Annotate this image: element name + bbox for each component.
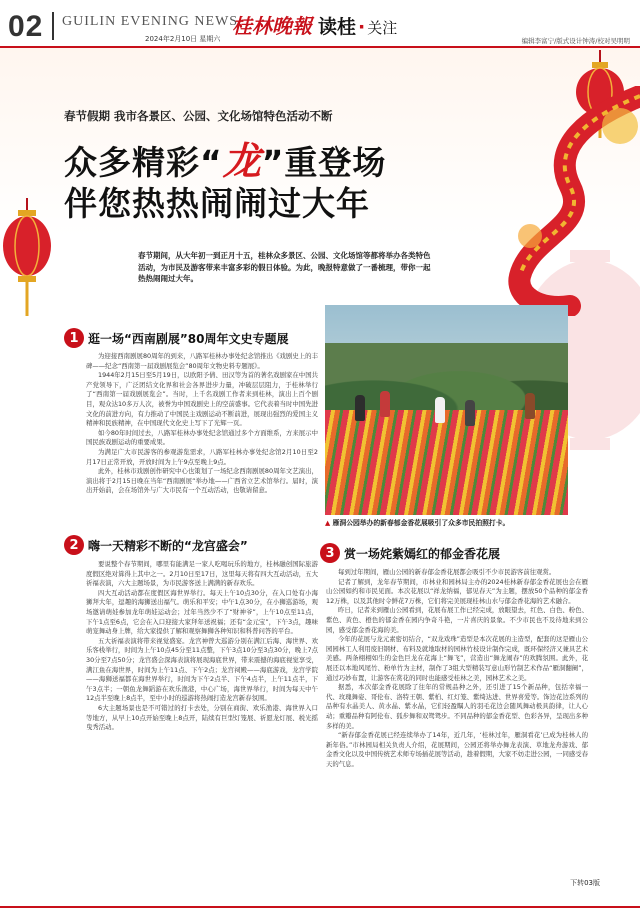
paragraph: 为满足广大市民游客的参观游览需求，八路军桂林办事处纪念馆2月10日至2月17日正常开放，开放时间为上午9点至晚上9点。: [86, 447, 318, 466]
paragraph: 今年的花展与龙元素密切结合，“双龙戏珠”造型是本次花展的主造型，配套的这是雁山公园园林工人利用废旧钢材、布料及就地取材的园林竹枝设计制作完成，既环保经济又兼具艺术美感。两条栩栩如生的金色巨龙在花海上“舞飞”，营造出“舞龙闹春”的欢腾氛围。此外，花展还以本地风尾竹、粉单竹为主材，制作了3组大型精装写意山形竹制艺术作品“雁洞翻阑”，通过巧妙布置，让游客在赏花的同时也能感受桂林之美，园林艺术之美。: [326, 635, 588, 682]
section-2-header: [64, 535, 248, 555]
paper-logo: 桂林晚報: [232, 14, 312, 38]
lead-paragraph: 春节期间，从大年初一到正月十五，桂林众多景区、公园、文化场馆等都将举办各类特色活动，为市民及游客带来丰富多彩的假日体验。为此，晚报特意做了一番梳理，带你一起热热闹闹过大年。: [138, 251, 431, 283]
editor-credits: 编辑李富宁/版式设计钟涛/校对吴明明: [521, 37, 630, 45]
caption-marker-icon: ▲: [325, 519, 331, 527]
paragraph: 为迎接西南剧展80周年的到来，八路军桂林办事处纪念馆推出《戏剧史上的丰碑——纪念“西南第一届戏剧展览会”80周年文物史料专题展》。: [86, 352, 318, 370]
section-title: 逛一场“西南剧展”80周年文史专题展: [88, 331, 289, 346]
headline-text: 众多精彩“: [64, 143, 223, 182]
section-title: 读桂: [318, 16, 357, 38]
photo-person: [380, 391, 390, 417]
section-1-header: [64, 328, 288, 348]
section-3-header: [320, 543, 500, 563]
section-title: 嗨一天精彩不断的“龙宫盛会”: [88, 538, 248, 553]
headline-kicker: 春节假期 我市各景区、公园、文化场馆特色活动不断: [64, 109, 333, 123]
issue-date: 2024年2月10日 星期六: [145, 35, 221, 43]
lantern-icon: [2, 198, 52, 318]
section-title: 赏一场姹紫嫣红的郁金香花展: [344, 546, 501, 561]
paragraph: 四大互动活动都在度假区海世界举行。每天上午10点30分，在入口处有小海狮拜大年，逗趣的海狮送出福气。萌乐和平安；中午1点30分，在小狮巡游场，观场邀请萌娃参加龙年萌娃运动会；过年当然少不了“财神爷”，上午10点至11点，下午1点至6点，它会在入口迎接大家拜年送祝福；还有“金元宝”，下午3点，趣味萌宠舞动身上牌，给大家提供了解和观察舞狮各种知识和科普问答的平台。: [86, 588, 318, 636]
section-number-badge: 2: [64, 535, 84, 555]
section-subtitle: 关注: [367, 19, 398, 37]
photo-person: [435, 397, 445, 423]
paragraph: 五大祈福表演将带来视觉盛宴。龙宫神曾大巡游分别在满江后海、海世界、欢乐客栈举行，时间为上午10点45分至11点整，下午3点10分至3点30分，晚上7点30分至7点50分；龙宫盛会深海表演将展现海底世界，带来震撼的海底视觉享受，满江鱼在海世界，时间为上午11点、下午2点；龙宫祠殿——海底游戏，龙宫学院——海狮送福都在海世界举行，时间为下午2点半、下午4点半，上午11点半，下午3点半；一朝鱼龙舞蹈游在欢乐渔港，中心广场，海世界举行，时间为每天中午12点半至晚上8点半，至中小时的巡游将热闹打造龙宫新春氛围。: [86, 636, 318, 703]
photo-person: [525, 393, 535, 419]
page-number: 02: [8, 10, 44, 43]
paragraph: 1944年2月15日至5月19日，以欧阳予倩、田汉等为首的著名戏剧家在中国共产党领导下，广泛团结文化界和社会各界进步力量，冲破层层阻力，于桂林举行了“西南第一届戏剧展览会”。当时，上千名戏剧工作者来到桂林，演出上百个剧目，观众达10多万人次，被誉为中国戏剧史上的空前盛事。它代表着当时中国先进文化的前进方向，有力推动了中国民主戏剧运动不断前进，展现出强烈的爱国主义精神和民族精神，在中国现代文化史上写下了光辉一页。: [86, 371, 318, 428]
section-number-badge: 3: [320, 543, 340, 563]
headline-line-2: 伴您热热闹闹过大年: [64, 184, 370, 223]
divider: [52, 12, 54, 40]
continued-note: 下转03版: [570, 879, 600, 887]
section-dot: ·: [358, 16, 366, 38]
section-3-body: [326, 568, 588, 873]
photo-person: [355, 395, 365, 421]
footer-rule: [0, 906, 640, 908]
section-1-body: [86, 352, 318, 530]
photo-caption: [325, 517, 595, 527]
paragraph: “新春郁金香花展已经连续举办了14年，近几年，‘桂林过年，雁洞看花’已成为桂林人的新年俗。”市林园局相关负责人介绍，花展期间，公园还将举办舞龙表演、草地龙舟游戏、郁金香文化以及中国传统艺术师专场插花展等活动，趁着假期，大家不妨走进公园，一同感受春天的气息。: [326, 731, 588, 768]
paragraph: 昨日，记者来到雁山公园看到，花展布展工作已经完成，放眼望去，红色、白色、粉色、紫色、黄色、橙色的郁金香在园内争奇斗艳，一片喜庆的景象。不少市民也不及待地来到公园，感受郁金香花海的美。: [326, 606, 588, 634]
paragraph: 要说整个春节期间，哪里有能满足一家人吃喝玩乐的地方，桂林融创国际旅游度假区绝对算得上其中之一。2月10日至17日，这里每天将有四大互动活动，五大祈福表演，六大主题场景，为市民游客送上满满的新春欢乐。: [86, 560, 318, 588]
section-2-body: [86, 560, 318, 878]
section-name: [318, 12, 397, 39]
headline-line-1: [64, 130, 386, 185]
tulip-festival-photo: [325, 305, 568, 515]
paragraph: 记者了解到，龙年春节期间，市林业和园林局主办的2024桂林新春郁金香花展也会在雁山公园如约和市民见面。本次花展以“祥龙纳福，郁见春天”为主题，摆放50个品种的郁金香12万株，以及其他时令鲜花7万株，它们将完美展现桂林山水与郁金香花海的艺术融合。: [326, 577, 588, 605]
paragraph: 据悉，本次郁金香花展除了往年的常规品种之外，还引进了15个新品种，包括幸福一代、玫瑰舞姿、哥伦布、洛特王朝、紫柏、红灯笼、紫绮达进、世界喜爱等。饰边花边系列的品种有水晶美人、黄水晶、紫水晶，它们轻盈瞩人的羽毛花边会随风舞动极具韵律，让人心动；重瓣品种有阿伦布、狐步舞和双鸳鸳步。不同品种的郁金香花型、色彩各异，呈现出多种多样的美。: [326, 683, 588, 730]
photo-tulip-field: [325, 410, 568, 515]
paragraph: 6大主题场景也是不可错过的打卡去处，分别在商街、欢乐渔港、海世界入口等地方，从早上10点开始至晚上8点开，陆续有巨型灯笼展、祈愿龙灯展、税光摇曳秀活动。: [86, 703, 318, 732]
section-number-badge: 1: [64, 328, 84, 348]
headline-text: ”重登场: [261, 143, 387, 182]
paragraph: 每到过年期间，雁山公园的新春郁金香花展都会吸引不少市民游客前往观赏。: [338, 568, 556, 576]
paragraph: 如今80年时间过去，八路军桂林办事处纪念馆通过多个方面维系，方来展示中国民族戏剧运动的重要成果。: [86, 428, 318, 447]
caption-text: 雁洞公园举办的新春郁金香花展吸引了众多市民拍照打卡。: [332, 519, 510, 527]
paragraph: 此外，桂林市戏剧创作研究中心也策划了一场纪念西南剧展80周年文艺演出，演出将于2月15日晚在当年“西南剧展”举办地——广西省立艺术馆举行。届时，演出开始前，会在场馆外与广大市民有一个互动活动，也敬请留意。: [86, 467, 318, 495]
headline-dragon-word: 龙: [222, 139, 262, 183]
paper-name-english: GUILIN EVENING NEWS: [62, 14, 239, 29]
masthead: [0, 0, 640, 52]
photo-person: [465, 400, 475, 426]
